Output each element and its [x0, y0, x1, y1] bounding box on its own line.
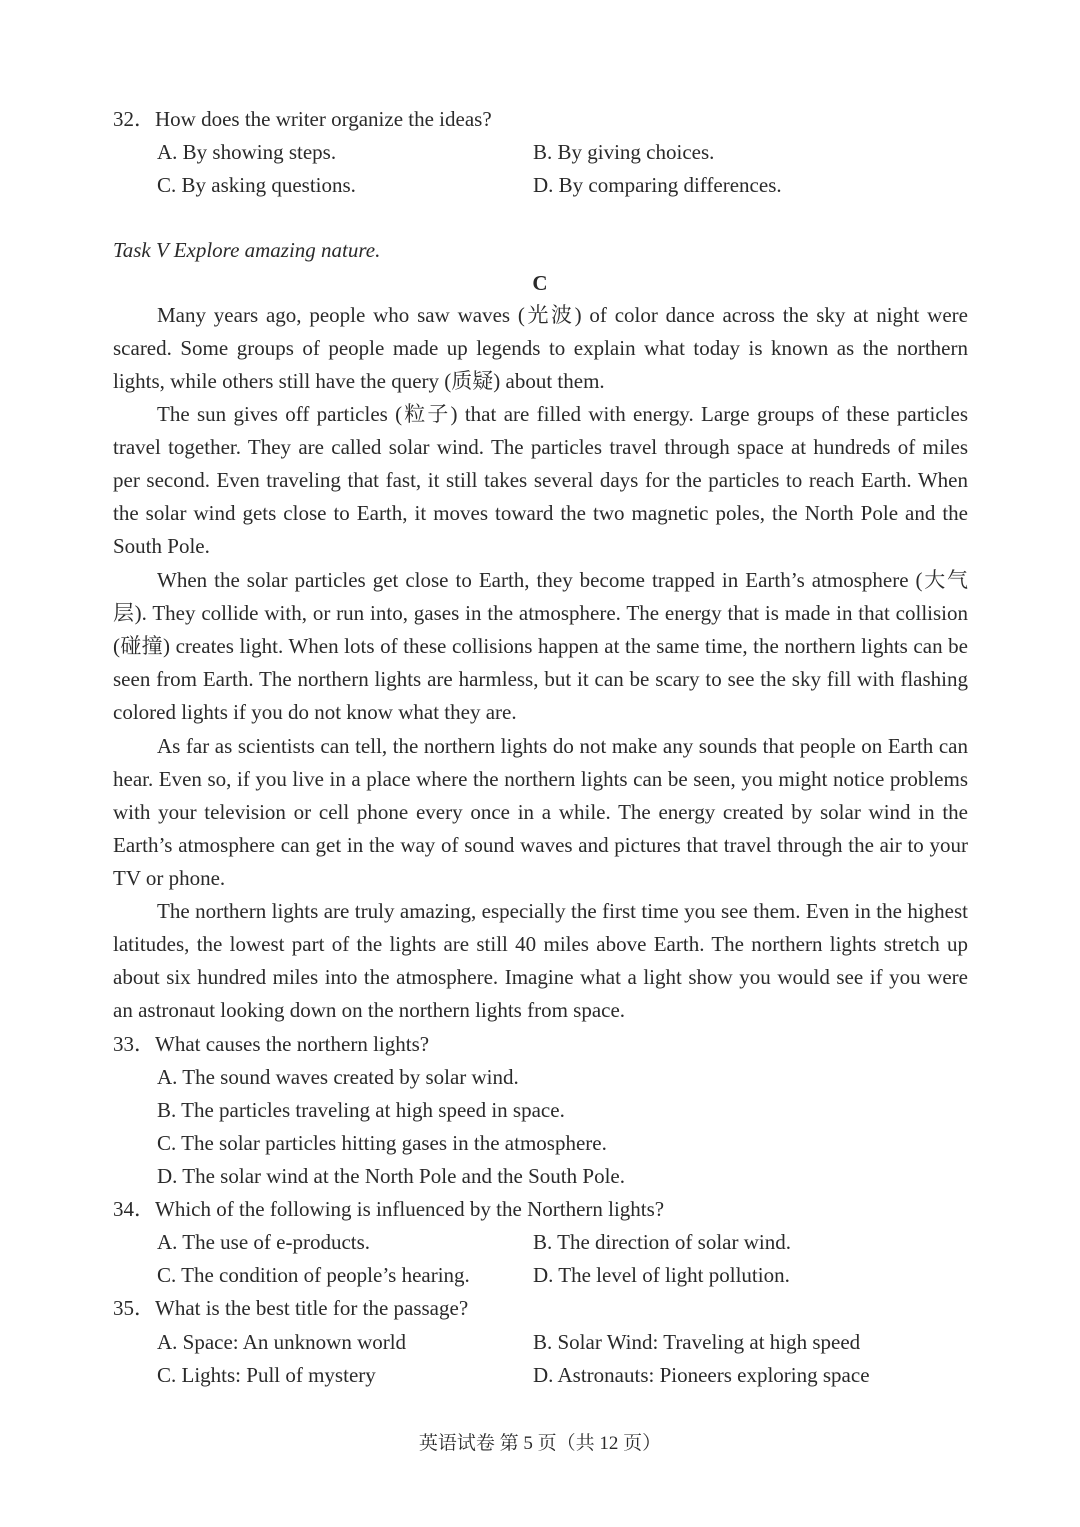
question-32-option-d: D. By comparing differences. — [533, 173, 782, 197]
question-33-option-c: C. The solar particles hitting gases in the atmosphere. — [157, 1131, 607, 1155]
question-35-stem: 35．What is the best title for the passage? — [113, 1296, 469, 1320]
section-letter: C — [532, 271, 548, 295]
question-34-option-c: C. The condition of people’s hearing. — [157, 1263, 470, 1287]
passage-paragraph-2: The sun gives off particles (粒子) that are filled with energy. Large groups of these particles travel together. They are called solar wind. The particles travel through space at hundreds of miles per second. Even traveling that fast, it still takes several days for the particles to reach Earth. When the solar wind gets close to Earth, it moves toward the two magnetic poles, the North Pole and the South Pole. — [113, 402, 968, 559]
question-32-option-a: A. By showing steps. — [157, 140, 337, 164]
question-34-stem: 34．Which of the following is influenced by the Northern lights? — [113, 1197, 665, 1221]
question-32-option-b: B. By giving choices. — [533, 140, 715, 164]
question-34-option-b: B. The direction of solar wind. — [533, 1230, 791, 1254]
question-33-option-b: B. The particles traveling at high speed in space. — [157, 1098, 565, 1122]
question-33-option-a: A. The sound waves created by solar wind. — [157, 1065, 519, 1089]
question-35-option-d: D. Astronauts: Pioneers exploring space — [533, 1363, 870, 1387]
task-title: Task V Explore amazing nature. — [113, 238, 381, 262]
question-34-option-a: A. The use of e-products. — [157, 1230, 371, 1254]
question-33-stem: 33．What causes the northern lights? — [113, 1032, 430, 1056]
passage-paragraph-5: The northern lights are truly amazing, especially the first time you see them. Even in the highest latitudes, the lowest part of the lights are still 40 miles above Earth. The northern lights stretch up about six hundred miles into the atmosphere. Imagine what a light show you would see if you were an astronaut looking down on the northern lights from space. — [113, 899, 968, 1023]
question-32-option-c: C. By asking questions. — [157, 173, 356, 197]
passage-paragraph-4: As far as scientists can tell, the northern lights do not make any sounds that people on Earth can hear. Even so, if you live in a place where the northern lights can be seen, you might notice problems with your television or cell phone every once in a while. The energy created by solar wind in the Earth’s atmosphere can get in the way of sound waves and pictures that travel through the air to your TV or phone. — [113, 734, 968, 891]
question-32-stem: 32．How does the writer organize the ideas? — [113, 107, 492, 131]
page-footer: 英语试卷 第 5 页（共 12 页） — [418, 1433, 662, 1454]
question-34-option-d: D. The level of light pollution. — [533, 1263, 790, 1287]
question-33-option-d: D. The solar wind at the North Pole and the South Pole. — [157, 1164, 625, 1188]
question-35-option-c: C. Lights: Pull of mystery — [157, 1363, 376, 1387]
question-35-option-b: B. Solar Wind: Traveling at high speed — [533, 1330, 861, 1354]
passage-paragraph-1: Many years ago, people who saw waves (光波) of color dance across the sky at night were scared. Some groups of people made up legends to explain what today is known as the northern lights, while others still have the query (质疑) about them. — [113, 303, 968, 394]
question-35-option-a: A. Space: An unknown world — [157, 1330, 407, 1354]
passage-paragraph-3: When the solar particles get close to Earth, they become trapped in Earth’s atmosphere (大气层). They collide with, or run into, gases in the atmosphere. The energy that is made in that collision (碰撞) creates light. When lots of these collisions happen at the same time, the northern lights can be seen from Earth. The northern lights are harmless, but it can be scary to see the sky fill with flashing colored lights if you do not know what they are. — [113, 568, 968, 725]
